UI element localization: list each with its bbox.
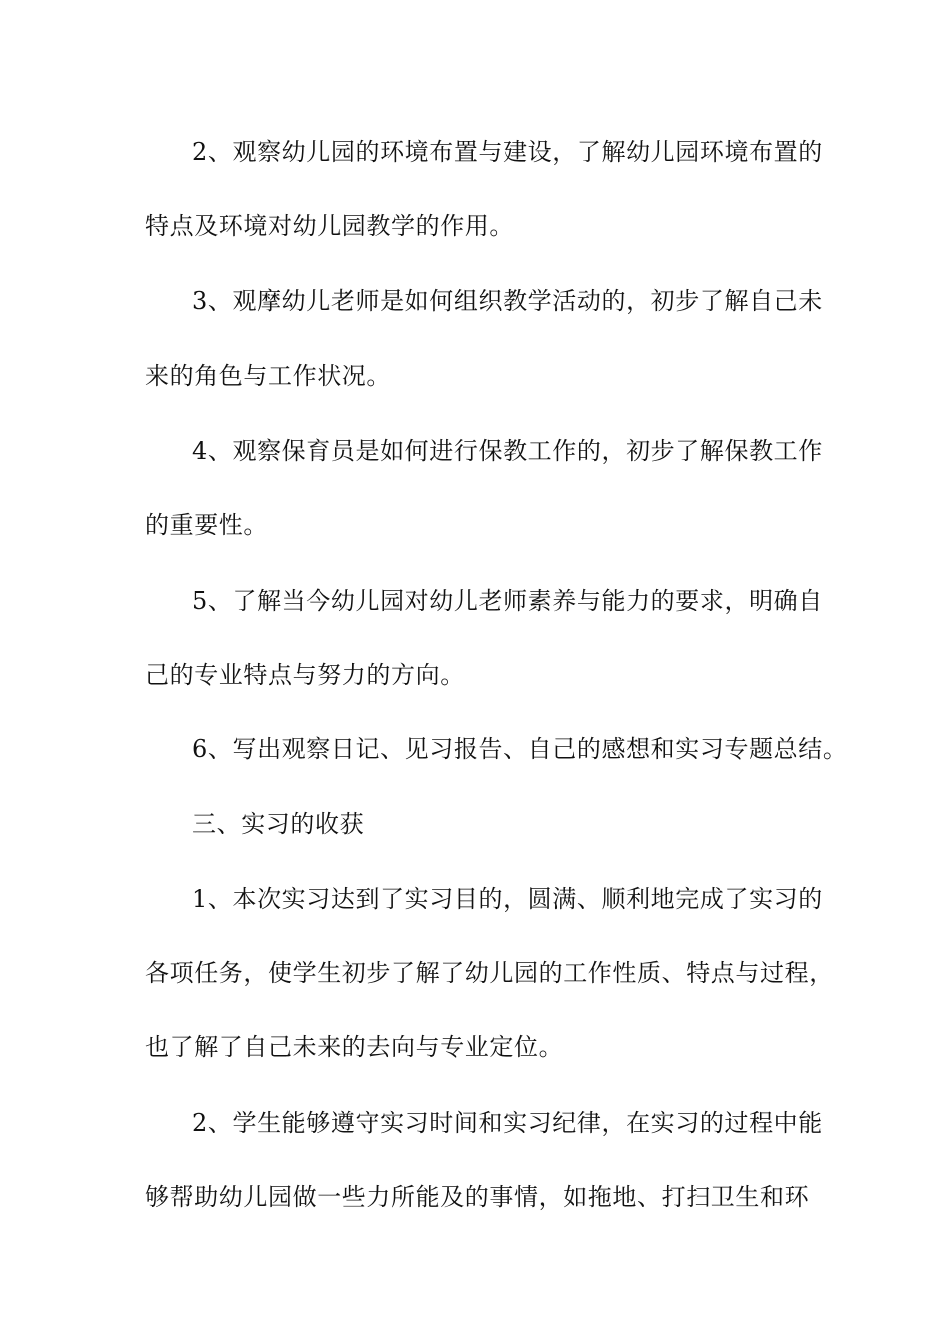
paragraph-line: 2、观察幼儿园的环境布置与建设，了解幼儿园环境布置的 <box>192 138 823 166</box>
paragraph-line: 3、观摩幼儿老师是如何组织教学活动的，初步了解自己未 <box>192 287 823 315</box>
paragraph-line: 己的专业特点与努力的方向。 <box>145 661 465 689</box>
paragraph-line: 5、了解当今幼儿园对幼儿老师素养与能力的要求，明确自 <box>192 587 823 615</box>
section-heading: 三、实习的收获 <box>192 810 365 838</box>
paragraph-line: 1、本次实习达到了实习目的，圆满、顺利地完成了实习的 <box>192 885 823 913</box>
paragraph-line: 各项任务，使学生初步了解了幼儿园的工作性质、特点与过程， <box>145 959 834 987</box>
paragraph-line: 够帮助幼儿园做一些力所能及的事情，如拖地、打扫卫生和环 <box>145 1183 810 1211</box>
paragraph-line: 特点及环境对幼儿园教学的作用。 <box>145 212 514 240</box>
paragraph-line: 也了解了自己未来的去向与专业定位。 <box>145 1033 564 1061</box>
paragraph-line: 2、学生能够遵守实习时间和实习纪律，在实习的过程中能 <box>192 1109 823 1137</box>
paragraph-line: 来的角色与工作状况。 <box>145 362 391 390</box>
paragraph-line: 6、写出观察日记、见习报告、自己的感想和实习专题总结。 <box>192 735 848 763</box>
paragraph-line: 4、观察保育员是如何进行保教工作的，初步了解保教工作 <box>192 437 823 465</box>
paragraph-line: 的重要性。 <box>145 511 268 539</box>
